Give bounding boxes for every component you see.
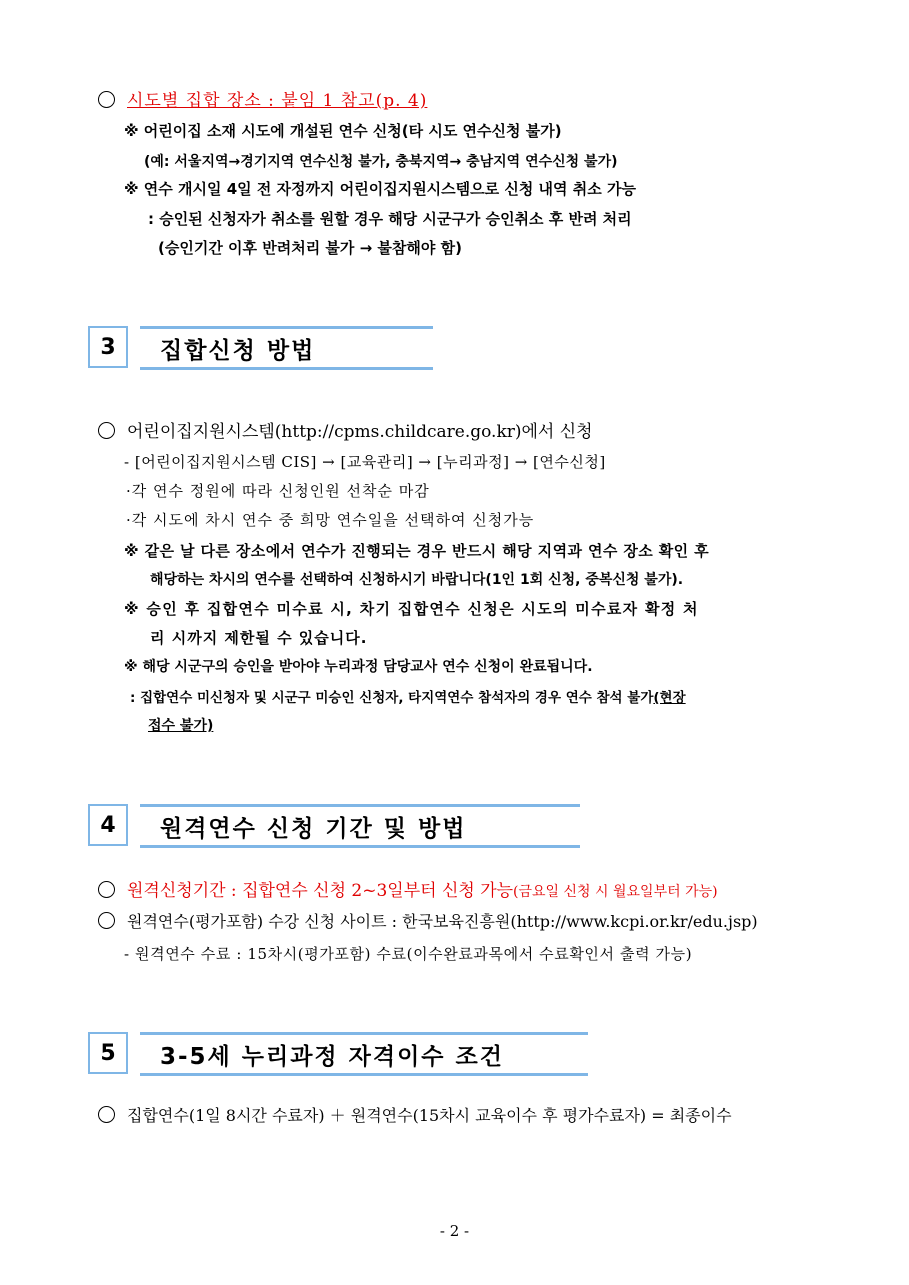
note-cancel-after: (승인기간 이후 반려처리 불가 → 불참해야 함)	[158, 239, 462, 257]
note-cancel: ※ 연수 개시일 4일 전 자정까지 어린이집지원시스템으로 신청 내역 취소 가능	[124, 180, 636, 198]
bullet-venue: 시도별 집합 장소 : 붙임 1 참고(p. 4)	[98, 86, 427, 111]
heading-bar-bottom	[140, 1073, 588, 1076]
note-incomplete-a: ※ 승인 후 집합연수 미수료 시, 차기 집합연수 신청은 시도의 미수료자 확정 처	[124, 600, 699, 618]
note-same-day-a: ※ 같은 날 다른 장소에서 연수가 진행되는 경우 반드시 해당 지역과 연수 장소 확인 후	[124, 542, 710, 560]
bullet-remote-site: 원격연수(평가포함) 수강 신청 사이트 : 한국보육진흥원(http://www.kcpi.or.kr/edu.jsp)	[98, 909, 758, 932]
circle-bullet-icon	[98, 91, 115, 108]
bullet-qualification: 집합연수(1일 8시간 수료자) ＋ 원격연수(15차시 교육이수 후 평가수료자) = 최종이수	[98, 1103, 732, 1126]
note-same-day-b: 해당하는 차시의 연수를 선택하여 신청하시기 바랍니다(1인 1회 신청, 중복신청 불가).	[150, 572, 684, 588]
section-number: 5	[88, 1032, 128, 1074]
circle-bullet-icon	[98, 422, 115, 439]
section-3-heading	[88, 326, 433, 370]
heading-bar-bottom	[140, 367, 433, 370]
apply-select-date: ·각 시도에 차시 연수 중 희망 연수일을 선택하여 신청가능	[126, 511, 535, 529]
section-number: 3	[88, 326, 128, 368]
bullet-apply-system: 어린이집지원시스템(http://cpms.childcare.go.kr)에서 신청	[98, 417, 593, 442]
circle-bullet-icon	[98, 1106, 115, 1123]
section-title: 원격연수 신청 기간 및 방법	[160, 816, 467, 842]
heading-bar-bottom	[140, 845, 580, 848]
remote-completion: - 원격연수 수료 : 15차시(평가포함) 수료(이수완료과목에서 수료확인서 출력 가능)	[124, 945, 693, 963]
heading-bar-top	[140, 326, 433, 329]
section-4-heading	[88, 804, 580, 848]
note-region-example: (예: 서울지역→경기지역 연수신청 불가, 충북지역→ 충남지역 연수신청 불가)	[144, 154, 618, 170]
note-cancel-approved: : 승인된 신청자가 취소를 원할 경우 해당 시군구가 승인취소 후 반려 처리	[148, 210, 632, 228]
page-number: - 2 -	[439, 1222, 470, 1240]
bullet-remote-period: 원격신청기간 : 집합연수 신청 2~3일부터 신청 가능(금요일 신청 시 월요일부터 가능)	[98, 876, 718, 901]
section-title: 3-5세 누리과정 자격이수 조건	[160, 1044, 504, 1070]
apply-first-come: ·각 연수 정원에 따라 신청인원 선착순 마감	[126, 482, 430, 500]
heading-bar-top	[140, 804, 580, 807]
note-no-attend-b: 접수 불가)	[148, 718, 214, 734]
section-number: 4	[88, 804, 128, 846]
circle-bullet-icon	[98, 881, 115, 898]
heading-bar-top	[140, 1032, 588, 1035]
note-approval: ※ 해당 시군구의 승인을 받아야 누리과정 담당교사 연수 신청이 완료됩니다.	[124, 659, 593, 675]
note-no-attend-a: : 집합연수 미신청자 및 시군구 미승인 신청자, 타지역연수 참석자의 경우 연수 참석 불가(현장	[130, 690, 686, 706]
circle-bullet-icon	[98, 912, 115, 929]
section-title: 집합신청 방법	[160, 338, 316, 364]
apply-path: - [어린이집지원시스템 CIS] → [교육관리] → [누리과정] → [연수신청]	[124, 453, 606, 471]
note-incomplete-b: 리 시까지 제한될 수 있습니다.	[150, 629, 368, 647]
note-region: ※ 어린이집 소재 시도에 개설된 연수 신청(타 시도 연수신청 불가)	[124, 122, 562, 140]
section-5-heading	[88, 1032, 588, 1076]
